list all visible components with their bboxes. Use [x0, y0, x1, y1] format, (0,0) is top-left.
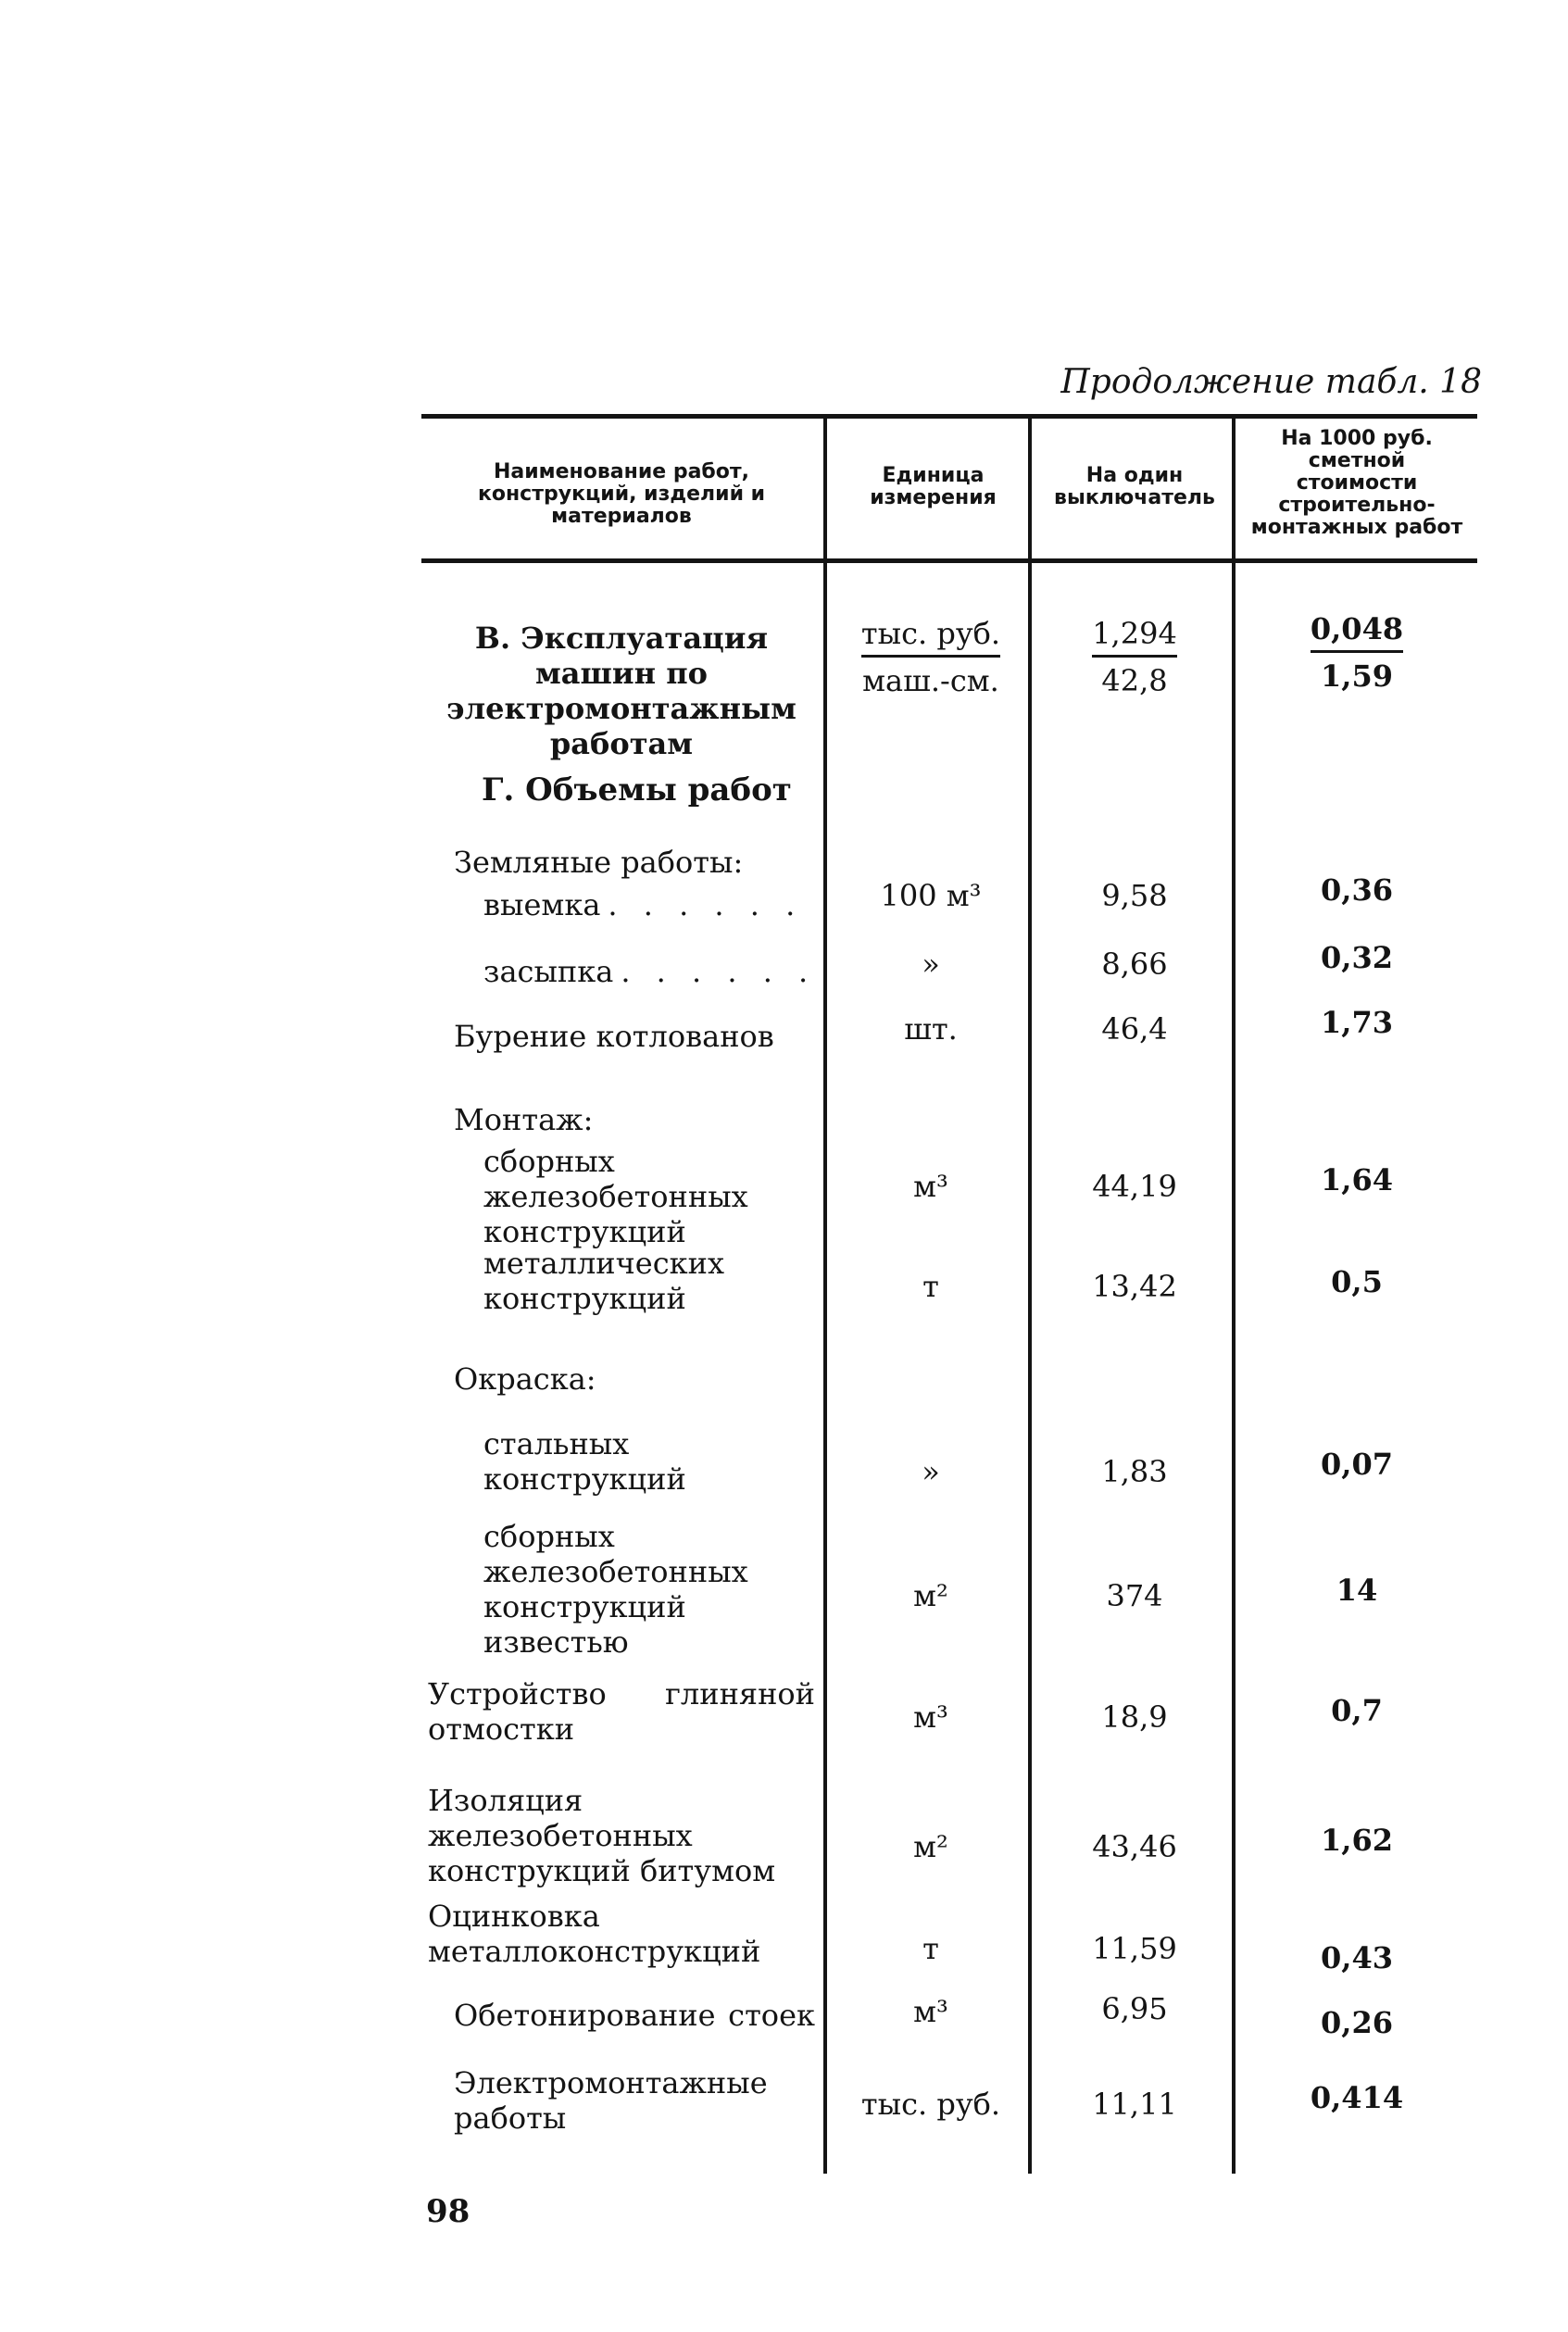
row-unit: м³ [913, 1169, 948, 1204]
row-per-switch: 11,59 [1092, 1931, 1177, 1966]
row-per-switch: 374 [1106, 1578, 1163, 1613]
row-per-switch: 44,19 [1092, 1169, 1177, 1204]
row-name: Электромонтажные работы [454, 2065, 768, 2136]
header-unit: Единица измерения [870, 464, 997, 509]
row-per-switch: 13,42 [1092, 1269, 1177, 1304]
row-unit: шт. [904, 1011, 958, 1047]
per-1000-numerator: 0,048 [1311, 611, 1403, 653]
row-unit: м³ [913, 1994, 948, 2029]
row-per-1000: 0,32 [1321, 940, 1393, 975]
mounting-group: Монтаж: [454, 1102, 594, 1137]
row-per-1000: 1,62 [1321, 1823, 1393, 1858]
row-per-switch: 43,46 [1092, 1829, 1177, 1864]
painting-group: Окраска: [454, 1361, 596, 1397]
row-name-text: выемка [483, 887, 601, 922]
column-divider-1 [823, 414, 827, 2174]
per-1000-denominator: 1,59 [1321, 658, 1393, 694]
row-unit: тыс. руб. [860, 2087, 1001, 2122]
header-per-1000: На 1000 руб. сметной стоимости строительно-монтажных работ [1250, 427, 1463, 539]
row-per-1000: 1,64 [1321, 1162, 1393, 1197]
row-per-1000: 0,26 [1321, 2005, 1393, 2040]
row-unit: т [922, 1931, 939, 1966]
row-unit: 100 м³ [880, 878, 982, 913]
earthworks-group: Земляные работы: [454, 845, 744, 880]
section-v-title: В. Эксплуатация машин по электромонтажным работам [446, 621, 797, 761]
header-work-name: Наименование работ, конструкций, изделий и материалов [477, 460, 766, 528]
row-name: сборных железобетонных конструкций [483, 1144, 748, 1249]
row-name: Устройство глиняной отмостки [428, 1676, 815, 1747]
row-name: Оцинковка металлоконструкций [428, 1899, 761, 1969]
row-unit: » [922, 947, 940, 982]
row-per-switch: 6,95 [1101, 1991, 1168, 2026]
section-g-title: Г. Объемы работ [482, 771, 792, 809]
table-top-rule [421, 414, 1477, 419]
row-per-1000: 0,414 [1310, 2080, 1404, 2115]
row-per-1000: 0,43 [1321, 1940, 1393, 1975]
row-unit: м² [913, 1829, 948, 1864]
row-per-switch: 1,83 [1101, 1454, 1168, 1489]
row-per-switch: 11,11 [1092, 2087, 1177, 2122]
row-name: Бурение котлованов [454, 1019, 774, 1054]
row-name-text: засыпка [483, 954, 614, 989]
table-header-rule [421, 558, 1477, 563]
row-name: сборных железобетонных конструкций известью [483, 1519, 748, 1660]
row-per-1000: 1,73 [1321, 1005, 1393, 1040]
section-v-per-switch [1042, 616, 1227, 698]
row-per-1000: 0,7 [1331, 1693, 1383, 1728]
per-switch-numerator: 1,294 [1092, 616, 1177, 658]
row-per-1000: 14 [1336, 1573, 1378, 1608]
row-per-switch: 8,66 [1101, 947, 1168, 982]
row-per-1000: 0,36 [1321, 872, 1393, 908]
row-per-1000: 0,07 [1321, 1447, 1393, 1482]
unit-numerator: тыс. руб. [861, 616, 1000, 658]
section-v-unit [838, 616, 1023, 698]
row-unit: » [922, 1454, 940, 1489]
column-divider-2 [1028, 414, 1032, 2174]
row-name [483, 954, 815, 989]
row-per-1000: 0,5 [1331, 1264, 1383, 1299]
row-per-switch: 9,58 [1101, 878, 1168, 913]
per-switch-denominator: 42,8 [1101, 663, 1168, 698]
row-name: стальных конструкций [483, 1426, 686, 1497]
section-v-per-1000 [1246, 611, 1468, 694]
header-per-switch: На один выключатель [1054, 464, 1215, 509]
table-caption: Продолжение табл. 18 [1060, 363, 1482, 401]
row-name [483, 887, 815, 922]
row-per-switch: 18,9 [1101, 1699, 1168, 1735]
row-name: металлических конструкций [483, 1246, 724, 1316]
row-name: Обетонирование стоек [454, 1998, 815, 2033]
row-name: Изоляция железобетонных конструкций битумом [428, 1783, 776, 1888]
row-unit: м² [913, 1578, 948, 1613]
row-per-switch: 46,4 [1101, 1011, 1168, 1047]
column-divider-3 [1232, 414, 1236, 2174]
page-number: 98 [426, 2193, 470, 2230]
unit-denominator: маш.-см. [862, 663, 999, 698]
row-unit: м³ [913, 1699, 948, 1735]
row-unit: т [922, 1269, 939, 1304]
